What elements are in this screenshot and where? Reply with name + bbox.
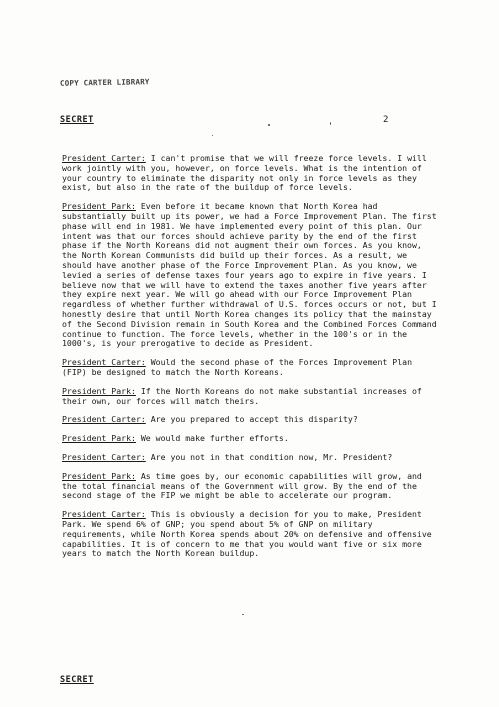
transcript-paragraph	[62, 358, 438, 378]
transcript-paragraph	[62, 154, 438, 193]
statement-text: If the North Koreans do not make substantial increases of their own, our forces will match theirs.	[62, 385, 427, 406]
scan-speck	[212, 135, 213, 136]
statement-text: This is obviously a decision for you to make, President Park. We spend 6% of GNP; you spend about 5% of GNP on military requirements, while North Korea spends about 20% on defensive and offensive capabilities. It is of concern to me that you would want five or six more years to match the North Korean buildup.	[62, 509, 437, 559]
speaker-label: President Carter:	[62, 153, 146, 163]
statement-text: Even before it became known that North Korea had substantially built up its power, we had a Force Improvement Plan. The first phase will end in 1981. We have implemented every point of this plan. Our intent was that our forces should achieve parity by the end of the first phase if the North Koreans did not augment their own forces. As you know, the North Korean Communists did build up their forces. As a result, we should have another phase of the Force Improvement Plan. As you know, we levied a series of defense taxes four years ago to expire in five years. I believe now that we will have to extend the taxes another five years after they expire next year. We will go ahead with our Force Improvement Plan regardless of whether further withdrawal of U.S. forces occurs or not, but I honestly desire that until North Korea changes its policy that the mainstay of the Second Division remain in South Korea and the Combined Forces Command continue to function. The force levels, whether in the 100's or in the 1000's, is your prerogative to decide as President.	[62, 201, 442, 349]
statement-text: Are you prepared to accept this disparity?	[145, 414, 358, 425]
speaker-label: President Carter:	[62, 451, 146, 462]
statement-text: I can't promise that we will freeze force levels. I will work jointly with you, however, on force levels. What is the intention of your country to eliminate the disparity not only in force levels as they exist, but also in the rate of the buildup of force levels.	[62, 153, 432, 193]
scan-speck	[242, 614, 244, 615]
statement-text: We would make further efforts.	[135, 433, 289, 444]
transcript-paragraph	[62, 387, 438, 407]
library-copy-stamp: COPY CARTER LIBRARY	[59, 77, 150, 88]
scan-speck	[268, 124, 270, 126]
transcript-paragraph	[62, 510, 438, 559]
statement-text: Would the second phase of the Forces Improvement Plan (FIP) be designed to match the North Koreans.	[62, 357, 417, 377]
speaker-label: President Carter:	[62, 357, 146, 368]
transcript-body	[62, 153, 442, 568]
speaker-label: President Carter:	[62, 509, 146, 520]
transcript-paragraph	[62, 472, 438, 501]
statement-text: Are you not in that condition now, Mr. President?	[145, 451, 393, 462]
transcript-paragraph	[62, 453, 438, 463]
scan-speck	[330, 122, 331, 125]
classification-marking-top: SECRET	[60, 115, 94, 125]
speaker-label: President Park:	[62, 385, 136, 396]
speaker-label: President Carter:	[62, 414, 146, 425]
speaker-label: President Park:	[62, 470, 136, 481]
classification-marking-bottom: SECRET	[60, 675, 94, 685]
speaker-label: President Park:	[62, 433, 136, 444]
transcript-paragraph	[62, 201, 442, 349]
transcript-paragraph	[62, 415, 438, 425]
page-number: 2	[383, 115, 389, 125]
transcript-paragraph	[62, 434, 438, 444]
speaker-label: President Park:	[62, 201, 136, 212]
statement-text: As time goes by, our economic capabilities will grow, and the total financial means of the Government will grow. By the end of the second stage of the FIP we might be able to accelerate our program.	[62, 470, 427, 501]
